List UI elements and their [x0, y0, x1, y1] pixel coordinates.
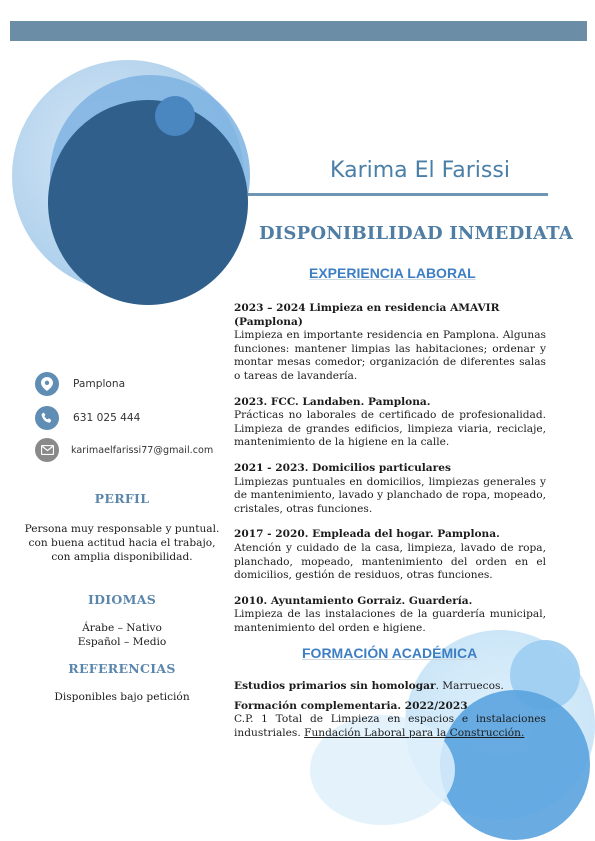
experience-entry: [234, 396, 546, 450]
experience-title: EXPERIENCIA LABORAL: [309, 265, 476, 281]
education-complementary-description: [234, 713, 546, 740]
education-primary-place: . Marruecos.: [435, 680, 504, 692]
language-item: Árabe – Nativo: [82, 622, 162, 634]
entry-description: Limpieza en importante residencia en Pamplona. Algunas funciones: mantener limpias las habitaciones; ordenar y montar mesas comedor; organización de diferentes salas o tareas de lavandería.: [234, 329, 546, 382]
top-bar: [10, 21, 587, 41]
entry-title: 2021 - 2023. Domicilios particulares: [234, 461, 451, 474]
experience-list: [234, 302, 546, 647]
location-pin-icon: [35, 372, 59, 396]
experience-entry: [234, 302, 546, 384]
email-icon: [35, 438, 59, 462]
contact-email: [35, 438, 235, 462]
education-primary: [234, 680, 546, 694]
languages-list: [20, 621, 224, 649]
entry-description: Atención y cuidado de la casa, limpieza, lavado de ropa, planchado, mopeado, mantenimiento del orden en el domicilios, gestión de residuos, otras funciones.: [234, 541, 546, 582]
decorative-circle: [155, 96, 195, 136]
entry-description: Limpieza de las instalaciones de la guardería municipal, mantenimiento del orden e higiene.: [234, 608, 546, 634]
candidate-name: Karima El Farissi: [330, 158, 510, 183]
education-list: [234, 680, 546, 746]
experience-entry: [234, 528, 546, 582]
education-primary-title: Estudios primarios sin homologar: [234, 680, 436, 692]
education-title: FORMACIÓN ACADÉMICA: [302, 645, 478, 661]
contact-phone-number: 631 025 444: [73, 412, 141, 424]
entry-title: 2017 - 2020. Empleada del hogar. Pamplona.: [234, 528, 500, 541]
contact-email-address: karimaelfarissi77@gmail.com: [71, 444, 214, 456]
contact-city: Pamplona: [73, 378, 126, 390]
language-item: Español – Medio: [77, 636, 167, 648]
education-course: C.P. 1 Total de Limpieza en espacios e instalaciones industriales.: [234, 713, 546, 739]
entry-title: 2010. Ayuntamiento Gorraiz. Guardería.: [234, 594, 473, 607]
entry-title: 2023 – 2024 Limpieza en residencia AMAVIR (Pamplona): [234, 302, 500, 328]
education-institution-link: Fundación Laboral para la Construcción.: [304, 726, 525, 739]
education-complementary-title: Formación complementaria. 2022/2023: [234, 699, 468, 712]
experience-entry: [234, 595, 546, 636]
name-divider: [248, 193, 548, 196]
contact-phone: [35, 406, 235, 430]
profile-title: PERFIL: [94, 491, 150, 506]
profile-text: Persona muy responsable y puntual. con buena actitud hacia el trabajo, con amplia disponibilidad.: [24, 523, 220, 563]
contact-location: [35, 372, 235, 396]
phone-icon: [35, 406, 59, 430]
references-text: Disponibles bajo petición: [54, 691, 190, 703]
education-complementary: [234, 700, 546, 741]
entry-description: Limpiezas puntuales en domicilios, limpiezas generales y de mantenimiento, lavado y planchado de ropa, mopeado, cristales, otras funciones.: [234, 475, 546, 515]
availability-heading: DISPONIBILIDAD INMEDIATA: [259, 223, 573, 244]
entry-title: 2023. FCC. Landaben. Pamplona.: [234, 395, 431, 408]
entry-description: Prácticas no laborales de certificado de profesionalidad. Limpieza de grandes edificios, limpieza viaria, reciclaje, mantenimiento de la higiene en la calle.: [234, 409, 546, 449]
decorative-circle: [48, 100, 248, 305]
experience-entry: [234, 462, 546, 516]
references-title: REFERENCIAS: [68, 661, 176, 676]
languages-title: IDIOMAS: [87, 592, 157, 607]
